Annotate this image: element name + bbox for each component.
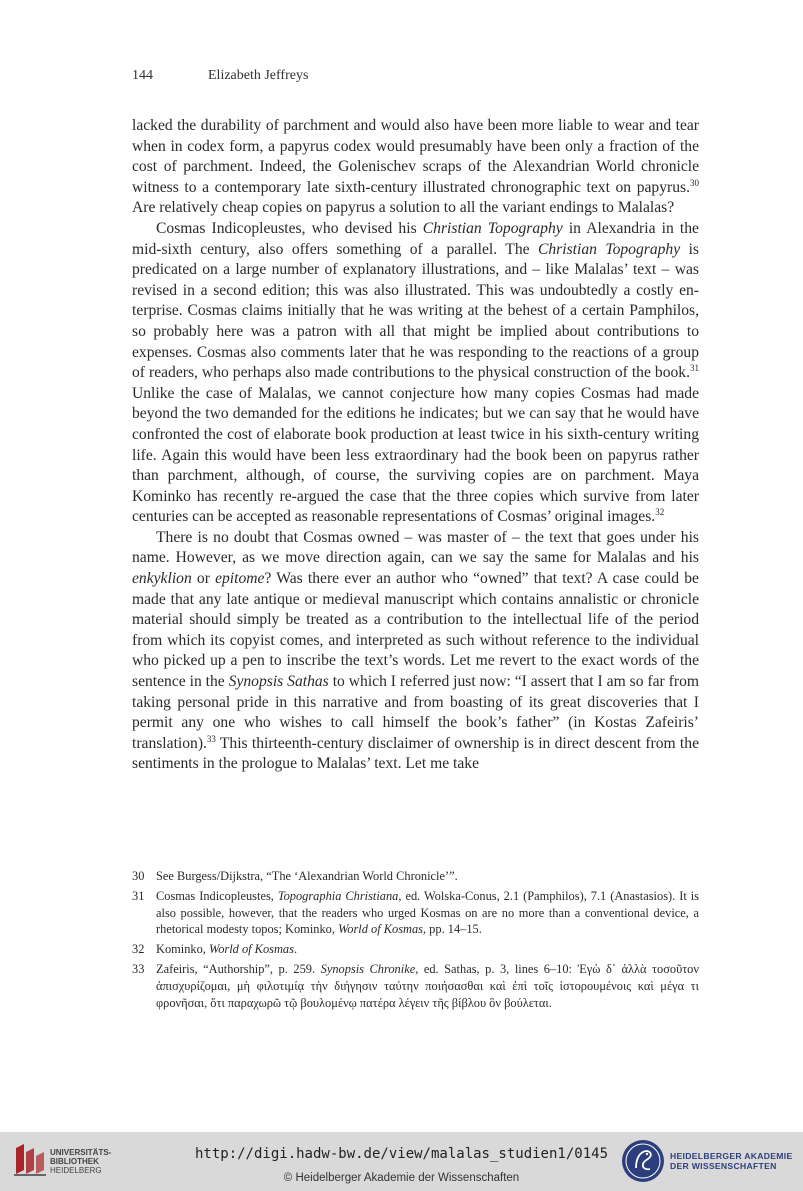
text-run: , ed. Wolska-Conus, 2.1 (Pamphilos), 7.1 (Anastasios). It is also possible, however, that the readers who urged Kosmas on are no more than a conventional device, a rhetorical modesty topos; Kominko, (156, 888, 699, 937)
italic-title: World of Kosmas (209, 942, 294, 957)
paragraph (132, 219, 699, 528)
footnote (132, 868, 699, 885)
text-run: Zafeiris, “Authorship”, p. 259. (156, 961, 321, 976)
page-number: 144 (132, 68, 153, 83)
academy-seal-icon[interactable] (620, 1138, 666, 1184)
footnote-ref[interactable]: 33 (206, 733, 216, 744)
logo-text-line: BIBLIOTHEK (50, 1157, 99, 1166)
footnote-number: 32 (132, 942, 145, 957)
logo-text-line: HEIDELBERGER AKADEMIE (670, 1151, 793, 1161)
text-run: Unlike the case of Malalas, we cannot conjecture how many copies Cosmas had made beyond the two demanded for the editions he indicates; but we can say that he would have confronted the cost of elaborate book production at least twice in his sixth-century writing life. Again this would have been less extraordinary had the book been on papyrus rather than parchment, although, of course, the surviving copies are on parchment. Maya Kominko has recently re-argued the case that the three copies which survive from later centuries can be accepted as reasonable representations of Cosmas’ original images. (132, 384, 699, 526)
logo-text-line: HEIDELBERG (50, 1166, 102, 1175)
italic-term: epitome (215, 570, 265, 588)
text-run: to which I referred just now: “I assert that I am so far from taking personal pride in this narrative and from boasting of its great discoveries that I permit any one who wishes to call himself the book’s father” (in Kostas Zafeiris’ translation). (132, 673, 699, 752)
footnote (132, 888, 699, 938)
footnote-number: 31 (132, 888, 145, 903)
footnote-text (156, 868, 699, 885)
text-run: in Alexandria in the mid-sixth century, also offers something of a parallel. The (132, 219, 699, 258)
text-run: , pp. 14–15. (422, 922, 482, 937)
footnote-ref[interactable]: 30 (690, 177, 699, 188)
copyright-notice: © Heidelberger Akademie der Wissenschaften (283, 1172, 520, 1184)
academy-name (670, 1151, 792, 1171)
footnote-number: 30 (132, 869, 145, 883)
footnotes (132, 868, 699, 1014)
italic-title: Christian Topography (422, 219, 563, 237)
footnote-text (156, 888, 699, 938)
text-run: There is no doubt that Cosmas owned – was master of – the text that goes under his name. However, as we move direction again, can we say the same for Malalas and his (132, 528, 699, 567)
footnote-ref[interactable]: 32 (655, 507, 665, 518)
text-run: Are relatively cheap copies on papyrus a solution to all the variant endings to Malalas? (132, 199, 675, 217)
text-run: lacked the durability of parchment and would also have been more liable to wear and tear when in codex form, a papyrus codex would presumably have been only a fraction of the cost of parchment. Indeed, the Golenischev scraps of the Alexandrian World chronicle witness to a contemporary late sixth-century illustrated chronographic text on papyrus. (132, 117, 699, 196)
text-run: , ed. Sathas, p. 3, lines 6–10: Ἐγὼ δ᾽ ἀλλὰ τοσοῦτον ἀπισχυρίζομαι, μὴ φιλοτιμίᾳ τὴν διήγησιν ταύτην ποιήσασθαι καὶ ἐπὶ τοῖς ἱστορουμένοις καὶ μέγα τι φρονῆσαι, ὅτι παραχωρῶ τῷ βουλομένῳ πατέρα λέγειν τῆς βίβλου ὃν βούλεται. (156, 961, 699, 1010)
footnote (132, 961, 699, 1011)
logo-text-line: UNIVERSITÄTS- (50, 1148, 112, 1157)
permalink-url[interactable]: http://digi.hadw-bw.de/view/malalas_studien1/0145 (194, 1146, 608, 1162)
footnote-text (156, 961, 699, 1011)
logo-text-line: DER WISSENSCHAFTEN (670, 1161, 777, 1171)
footnote-number: 33 (132, 961, 145, 976)
running-header (132, 68, 308, 84)
text-run: Cosmas Indicopleustes, (156, 888, 278, 903)
text-run: . (293, 942, 298, 957)
footnote-text (156, 941, 699, 958)
text-run: or (191, 570, 216, 588)
italic-title: Topographia Christiana (277, 888, 399, 903)
italic-title: Synopsis Chronike (320, 961, 416, 976)
italic-title: Synopsis Sathas (228, 673, 329, 691)
text-run: is predicated on a large number of explanatory illustrations, and – like Malalas’ text – was revised in a second edition; this was also illustrated. This was undoubtedly a costly enterprise. Cosmas claims initially that he was writing at the behest of a certain Pamphilos, so probably here was a patron with all that might be implied about contributions to expenses. Cosmas also comments later that he was responding to the reactions of a group of readers, who perhaps also made contributions to the physical construction of the book. (132, 240, 699, 382)
running-title: Elizabeth Jeffreys (208, 68, 309, 83)
text-run: Cosmas Indicopleustes, who devised his (156, 219, 423, 237)
main-text (132, 116, 699, 775)
paragraph (132, 528, 699, 775)
italic-title: Christian Topography (537, 240, 681, 258)
paragraph (132, 116, 699, 219)
footer-bar (0, 1132, 803, 1191)
italic-title: World of Kosmas (338, 922, 423, 937)
text-run: This thirteenth-century disclaimer of ownership is in direct descent from the sentiments in the prologue to Malalas’ text. Let me take (132, 734, 699, 773)
text-run: See Burgess/Dijkstra, “The ‘Alexandrian World Chronicle’”. (156, 869, 458, 883)
text-run: Kominko, (156, 942, 210, 957)
footnote-ref[interactable]: 31 (690, 362, 699, 373)
text-run: ? Was there ever an author who “owned” that text? A case could be made that any late antique or medieval manuscript which contains annalistic or chronicle material should simply be treated as a contribution to the intellectual life of the period from which its copyist comes, and interpreted as such without reference to the individual who picked up a pen to inscribe the text’s words. Let me revert to the exact words of the sentence in the (132, 570, 699, 691)
italic-term: enkyklion (132, 570, 192, 588)
footnote (132, 941, 699, 958)
